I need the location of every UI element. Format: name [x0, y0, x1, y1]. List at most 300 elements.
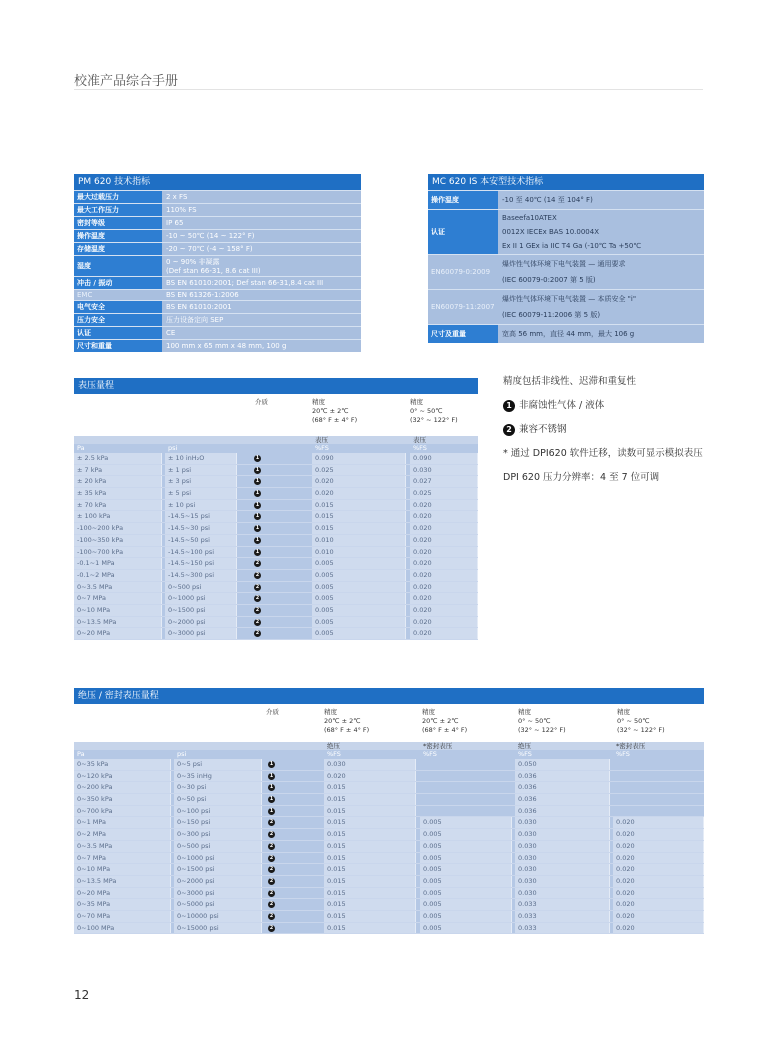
spec-row — [74, 300, 361, 313]
table-cell: 0.015 — [324, 853, 416, 864]
spec-value — [498, 325, 704, 343]
spec-key: EMC — [74, 290, 162, 300]
table-cell: 0~5 psi — [174, 759, 262, 770]
medium-icon: 2 — [269, 877, 274, 884]
table-cell: 0.020 — [613, 876, 704, 887]
table-cell: 0.015 — [324, 829, 416, 840]
spec-value — [498, 210, 704, 254]
absolute-acc1-temp-f: (68° F ± 4° F) — [324, 726, 370, 734]
table-row — [74, 605, 478, 617]
absolute-acc2-title: 精度 — [422, 708, 435, 716]
medium-icon: 2 — [269, 924, 274, 931]
number-1-icon: 1 — [503, 400, 515, 412]
spec-value — [162, 256, 361, 276]
table-cell: -0.1~2 MPa — [74, 570, 162, 581]
table-cell: 0~20 MPa — [74, 888, 171, 899]
spec-key: 操作温度 — [74, 230, 162, 242]
table-cell: 0.020 — [410, 558, 478, 569]
spec-value — [162, 217, 361, 229]
table-cell: 0.005 — [312, 617, 406, 628]
table-row — [74, 617, 478, 629]
spec-value-line: -10 至 40℃ (14 至 104° F) — [502, 196, 593, 204]
absolute-band-2: *密封表压 — [423, 742, 453, 750]
table-cell — [420, 794, 512, 805]
spec-value-line: BS EN 61010:2001 — [166, 303, 232, 311]
medium-icon: 1 — [255, 513, 260, 520]
medium-icon: 1 — [269, 761, 274, 767]
table-row — [74, 864, 704, 876]
spec-key: EN60079-11:2007 — [428, 290, 498, 324]
spec-value-line: 0 ~ 90% 非凝露 — [166, 258, 220, 266]
table-cell: ± 10 inH₂O — [165, 453, 237, 464]
medium-icon: 1 — [255, 536, 260, 543]
table-cell: 0~3000 psi — [165, 628, 237, 639]
table-cell: 0~2000 psi — [165, 617, 237, 628]
absolute-unit-row — [74, 750, 704, 759]
absolute-acc4-temp-f: (32° ~ 122° F) — [617, 726, 665, 734]
spec-value — [162, 230, 361, 242]
spec-row — [74, 203, 361, 216]
absolute-band — [74, 742, 704, 750]
table-cell: 0.050 — [515, 759, 610, 770]
spec-value — [498, 290, 704, 324]
spec-value — [162, 301, 361, 313]
table-cell: 0.027 — [410, 476, 478, 487]
table-cell: 0.036 — [515, 771, 610, 782]
table-cell: 0~70 MPa — [74, 911, 171, 922]
table-cell: 0.030 — [515, 888, 610, 899]
table-cell: 0~3.5 MPa — [74, 841, 171, 852]
table-cell: 0~7 MPa — [74, 853, 171, 864]
absolute-body — [74, 759, 704, 934]
table-row — [74, 794, 704, 806]
title-divider — [74, 89, 703, 90]
gauge-title: 表压量程 — [74, 378, 478, 394]
table-cell: 0.020 — [410, 500, 478, 511]
table-cell: 0.015 — [324, 841, 416, 852]
spec-value-line: 爆炸性气体环境下电气装置 — 通用要求 — [502, 260, 626, 268]
table-cell: 0.020 — [410, 628, 478, 639]
table-cell: 0.005 — [420, 899, 512, 910]
table-cell: 0.020 — [613, 923, 704, 934]
spec-value-line: 2 x FS — [166, 193, 188, 201]
medium-icon: 2 — [269, 912, 274, 919]
table-cell: 0.015 — [324, 911, 416, 922]
table-row — [74, 817, 704, 829]
table-cell: 0.090 — [410, 453, 478, 464]
spec-key: 尺寸及重量 — [428, 325, 498, 343]
medium-icon: 1 — [255, 455, 260, 461]
table-cell: 0.010 — [312, 547, 406, 558]
absolute-band-4: *密封表压 — [616, 742, 646, 750]
table-cell: 0~1000 psi — [174, 853, 262, 864]
table-cell: 0~20 MPa — [74, 628, 162, 639]
table-cell: 0.015 — [324, 806, 416, 817]
table-row — [74, 453, 478, 465]
absolute-head — [74, 704, 704, 742]
medium-icon: 2 — [255, 630, 260, 637]
gauge-unit-pa: Pa — [77, 444, 85, 452]
absolute-acc3-temp-f: (32° ~ 122° F) — [518, 726, 566, 734]
table-cell: 0.030 — [410, 465, 478, 476]
table-cell: ± 5 psi — [165, 488, 237, 499]
table-row — [74, 806, 704, 818]
spec-key: 认证 — [428, 210, 498, 254]
table-cell — [613, 794, 704, 805]
spec-value — [162, 340, 361, 352]
table-cell: 0.020 — [410, 582, 478, 593]
note-software: * 通过 DPI620 软件迁移，读数可显示模拟表压 — [503, 448, 703, 459]
absolute-unit-fs2: %FS — [423, 750, 437, 758]
spec-row — [74, 326, 361, 339]
table-cell: 0.015 — [312, 500, 406, 511]
medium-icon: 1 — [269, 796, 274, 803]
table-cell: 0.015 — [324, 817, 416, 828]
medium-icon: 2 — [255, 606, 260, 613]
table-cell: 0.005 — [420, 888, 512, 899]
absolute-acc4-title: 精度 — [617, 708, 630, 716]
table-cell: 0.020 — [410, 617, 478, 628]
spec-value — [162, 290, 361, 300]
absolute-unit-psi: psi — [177, 750, 187, 758]
table-cell: 0.005 — [312, 605, 406, 616]
note-item-2 — [503, 424, 723, 436]
spec-row — [74, 276, 361, 289]
table-cell: 0.020 — [613, 864, 704, 875]
table-cell: 0.036 — [515, 806, 610, 817]
table-cell — [420, 782, 512, 793]
spec-row — [74, 289, 361, 300]
table-cell: 0.020 — [613, 888, 704, 899]
table-cell: 0.020 — [410, 570, 478, 581]
table-cell — [420, 759, 512, 770]
table-cell: 0.015 — [324, 864, 416, 875]
spec-value-line: 宽高 56 mm，直径 44 mm，最大 106 g — [502, 330, 635, 338]
gauge-body — [74, 453, 478, 640]
medium-icon: 2 — [269, 819, 274, 826]
spec-value-line: (Def stan 66-31, 8.6 cat III) — [166, 267, 261, 275]
spec-value-line: -10 ~ 50℃ (14 ~ 122° F) — [166, 232, 255, 240]
spec-key: 认证 — [74, 327, 162, 339]
spec-value-line: 100 mm x 65 mm x 48 mm, 100 g — [166, 342, 287, 350]
table-row — [74, 911, 704, 923]
table-cell: -14.5~50 psi — [165, 535, 237, 546]
spec-value — [498, 191, 704, 209]
table-row — [74, 876, 704, 888]
table-cell: 0.020 — [410, 547, 478, 558]
table-cell: 0~1500 psi — [165, 605, 237, 616]
absolute-acc2-temp-f: (68° F ± 4° F) — [422, 726, 468, 734]
table-cell: 0~35 inHg — [174, 771, 262, 782]
table-row — [74, 558, 478, 570]
table-cell: 0.005 — [420, 829, 512, 840]
spec-value — [162, 314, 361, 326]
table-cell: 0~300 psi — [174, 829, 262, 840]
table-cell: 0~200 kPa — [74, 782, 171, 793]
table-cell: -14.5~300 psi — [165, 570, 237, 581]
table-cell: 0.020 — [613, 853, 704, 864]
absolute-medium-label: 介质 — [266, 708, 279, 716]
table-cell: 0.030 — [515, 876, 610, 887]
absolute-acc3-temp: 0° ~ 50℃ — [518, 717, 551, 725]
table-cell: 0~30 psi — [174, 782, 262, 793]
gauge-range-table — [74, 378, 478, 640]
spec-value — [162, 243, 361, 255]
table-cell: 0~1000 psi — [165, 593, 237, 604]
absolute-unit-fs4: %FS — [616, 750, 630, 758]
table-cell: 0.010 — [312, 535, 406, 546]
table-cell: 0.020 — [613, 829, 704, 840]
table-cell: 0~50 psi — [174, 794, 262, 805]
spec-key: 湿度 — [74, 256, 162, 276]
table-cell: 0~3.5 MPa — [74, 582, 162, 593]
spec-value-line: BS EN 61010:2001; Def stan 66-31,8.4 cat III — [166, 279, 324, 287]
table-cell: 0.015 — [324, 899, 416, 910]
table-cell — [613, 759, 704, 770]
table-cell: 0.005 — [312, 582, 406, 593]
table-cell: 0.025 — [410, 488, 478, 499]
table-row — [74, 853, 704, 865]
absolute-acc3-title: 精度 — [518, 708, 531, 716]
gauge-unit-row — [74, 444, 478, 453]
spec-value-line: IP 65 — [166, 219, 184, 227]
medium-icon: 2 — [269, 901, 274, 908]
table-cell — [613, 782, 704, 793]
medium-icon: 2 — [269, 889, 274, 896]
table-row — [74, 570, 478, 582]
table-cell: 0.020 — [410, 605, 478, 616]
spec-row — [74, 313, 361, 326]
table-row — [74, 899, 704, 911]
table-cell: ± 7 kPa — [74, 465, 162, 476]
table-cell: 0~350 kPa — [74, 794, 171, 805]
table-cell: 0.033 — [515, 923, 610, 934]
spec-row — [428, 254, 704, 289]
spec-key: 存储温度 — [74, 243, 162, 255]
table-row — [74, 547, 478, 559]
absolute-title: 绝压 / 密封表压量程 — [74, 688, 704, 704]
table-cell: -14.5~100 psi — [165, 547, 237, 558]
gauge-acc2-temp: 0° ~ 50℃ — [410, 407, 443, 415]
table-cell: 0.005 — [420, 876, 512, 887]
spec-value-line: CE — [166, 329, 176, 337]
table-cell: 0~35 MPa — [74, 899, 171, 910]
table-cell: 0.020 — [410, 535, 478, 546]
medium-icon: 2 — [269, 866, 274, 873]
pm620-spec-table — [74, 174, 361, 352]
table-cell: 0.015 — [324, 782, 416, 793]
table-row — [74, 500, 478, 512]
spec-key: 尺寸和重量 — [74, 340, 162, 352]
spec-value — [162, 204, 361, 216]
spec-row — [74, 216, 361, 229]
table-cell: 0.005 — [420, 817, 512, 828]
spec-row — [74, 242, 361, 255]
table-cell: 0.005 — [420, 841, 512, 852]
table-cell: 0.005 — [312, 570, 406, 581]
table-cell: 0.020 — [312, 488, 406, 499]
spec-row — [74, 190, 361, 203]
table-cell: ± 20 kPa — [74, 476, 162, 487]
table-row — [74, 923, 704, 935]
absolute-band-1: 绝压 — [327, 742, 340, 750]
table-cell: 0.036 — [515, 782, 610, 793]
table-cell: 0~1 MPa — [74, 817, 171, 828]
spec-value-line: 压力设备定向 SEP — [166, 316, 224, 324]
note-item-1-text: 非腐蚀性气体 / 液体 — [519, 400, 605, 411]
spec-row — [74, 339, 361, 352]
table-row — [74, 759, 704, 771]
spec-value — [498, 255, 704, 289]
note-resolution: DPI 620 压力分辨率：4 至 7 位可调 — [503, 472, 660, 483]
note-item-1 — [503, 400, 723, 412]
table-cell: 0.015 — [324, 923, 416, 934]
spec-row — [428, 209, 704, 254]
spec-value-line: Ex II 1 GEx ia IIC T4 Ga (-10℃ Ta +50℃ — [502, 242, 642, 250]
table-cell: 0~15000 psi — [174, 923, 262, 934]
medium-icon: 2 — [255, 583, 260, 590]
page-number: 12 — [74, 988, 90, 1002]
table-cell: 0.005 — [312, 628, 406, 639]
table-cell: 0.030 — [515, 864, 610, 875]
table-cell: 0~35 kPa — [74, 759, 171, 770]
gauge-acc1-title: 精度 — [312, 398, 325, 406]
table-cell: 0.030 — [324, 759, 416, 770]
spec-key: 压力安全 — [74, 314, 162, 326]
table-row — [74, 582, 478, 594]
table-row — [74, 535, 478, 547]
spec-value-line: (IEC 60079-11:2006 第 5 版) — [502, 311, 601, 319]
spec-key: 密封等级 — [74, 217, 162, 229]
table-cell: 0.030 — [515, 817, 610, 828]
spec-key: 最大过载压力 — [74, 191, 162, 203]
medium-icon: 1 — [269, 807, 274, 814]
absolute-acc4-temp: 0° ~ 50℃ — [617, 717, 650, 725]
medium-icon: 1 — [255, 490, 260, 497]
gauge-acc1-temp-f: (68° F ± 4° F) — [312, 416, 358, 424]
table-cell: 0.015 — [324, 888, 416, 899]
table-cell: 0.036 — [515, 794, 610, 805]
pm620-title: PM 620 技术指标 — [74, 174, 361, 190]
table-cell: -100~700 kPa — [74, 547, 162, 558]
table-cell: 0.033 — [515, 899, 610, 910]
table-cell — [420, 806, 512, 817]
absolute-unit-fs1: %FS — [327, 750, 341, 758]
table-cell: -0.1~1 MPa — [74, 558, 162, 569]
spec-key: 冲击 / 振动 — [74, 277, 162, 289]
spec-key: 操作温度 — [428, 191, 498, 209]
table-cell: 0.005 — [312, 593, 406, 604]
gauge-acc1-temp: 20℃ ± 2℃ — [312, 407, 349, 415]
table-cell: ± 1 psi — [165, 465, 237, 476]
table-cell: 0.020 — [410, 523, 478, 534]
table-cell: 0~1500 psi — [174, 864, 262, 875]
table-cell: 0~3000 psi — [174, 888, 262, 899]
table-row — [74, 888, 704, 900]
notes — [503, 376, 723, 496]
table-cell: 0~2000 psi — [174, 876, 262, 887]
table-cell: 0~500 psi — [174, 841, 262, 852]
absolute-acc1-title: 精度 — [324, 708, 337, 716]
medium-icon: 2 — [255, 560, 260, 567]
table-cell: 0.005 — [420, 864, 512, 875]
table-cell: ± 2.5 kPa — [74, 453, 162, 464]
table-cell: 0.020 — [312, 476, 406, 487]
table-row — [74, 511, 478, 523]
medium-icon: 2 — [255, 618, 260, 625]
table-cell: 0.020 — [410, 511, 478, 522]
table-row — [74, 771, 704, 783]
table-cell: ± 100 kPa — [74, 511, 162, 522]
medium-icon: 1 — [269, 772, 274, 779]
spec-row — [74, 229, 361, 242]
table-cell: -100~200 kPa — [74, 523, 162, 534]
spec-row — [428, 324, 704, 343]
spec-value-line: 爆炸性气体环境下电气装置 — 本质安全 "i" — [502, 295, 637, 303]
spec-key: 电气安全 — [74, 301, 162, 313]
table-cell: 0.020 — [613, 841, 704, 852]
table-cell: ± 10 psi — [165, 500, 237, 511]
medium-icon: 2 — [269, 842, 274, 849]
spec-key: 最大工作压力 — [74, 204, 162, 216]
table-cell: ± 3 psi — [165, 476, 237, 487]
page-title: 校准产品综合手册 — [74, 74, 179, 89]
table-cell: 0.005 — [312, 558, 406, 569]
table-cell: 0.015 — [312, 511, 406, 522]
absolute-band-3: 绝压 — [518, 742, 531, 750]
spec-key: EN60079-0:2009 — [428, 255, 498, 289]
spec-row — [428, 289, 704, 324]
table-cell: 0.025 — [312, 465, 406, 476]
table-cell: 0.030 — [515, 829, 610, 840]
absolute-unit-pa: Pa — [77, 750, 85, 758]
table-cell: 0.015 — [324, 876, 416, 887]
table-cell: 0.020 — [410, 593, 478, 604]
table-cell: 0~500 psi — [165, 582, 237, 593]
gauge-acc2-temp-f: (32° ~ 122° F) — [410, 416, 458, 424]
table-cell: 0~13.5 MPa — [74, 617, 162, 628]
table-cell: 0.020 — [613, 899, 704, 910]
spec-value-line: BS EN 61326-1:2006 — [166, 291, 239, 299]
table-cell: 0~100 psi — [174, 806, 262, 817]
table-cell: 0.030 — [515, 841, 610, 852]
spec-value-line: -20 ~ 70℃ (-4 ~ 158° F) — [166, 245, 253, 253]
gauge-head — [74, 394, 478, 436]
gauge-medium-label: 介质 — [255, 398, 268, 406]
table-cell: -100~350 kPa — [74, 535, 162, 546]
absolute-acc1-temp: 20℃ ± 2℃ — [324, 717, 361, 725]
table-cell: 0~2 MPa — [74, 829, 171, 840]
table-cell: 0.033 — [515, 911, 610, 922]
medium-icon: 1 — [255, 466, 260, 473]
medium-icon: 1 — [255, 478, 260, 485]
gauge-band — [74, 436, 478, 444]
medium-icon: 1 — [269, 784, 274, 791]
table-row — [74, 476, 478, 488]
table-cell: 0.015 — [312, 523, 406, 534]
table-cell: 0~100 MPa — [74, 923, 171, 934]
number-2-icon: 2 — [503, 424, 515, 436]
table-row — [74, 829, 704, 841]
mc620-title: MC 620 IS 本安型技术指标 — [428, 174, 704, 190]
table-cell: 0.090 — [312, 453, 406, 464]
table-cell: 0~7 MPa — [74, 593, 162, 604]
table-cell: 0~700 kPa — [74, 806, 171, 817]
spec-row — [428, 190, 704, 209]
table-cell: 0.005 — [420, 853, 512, 864]
absolute-range-table — [74, 688, 704, 934]
gauge-band-2: 表压 — [413, 436, 426, 444]
